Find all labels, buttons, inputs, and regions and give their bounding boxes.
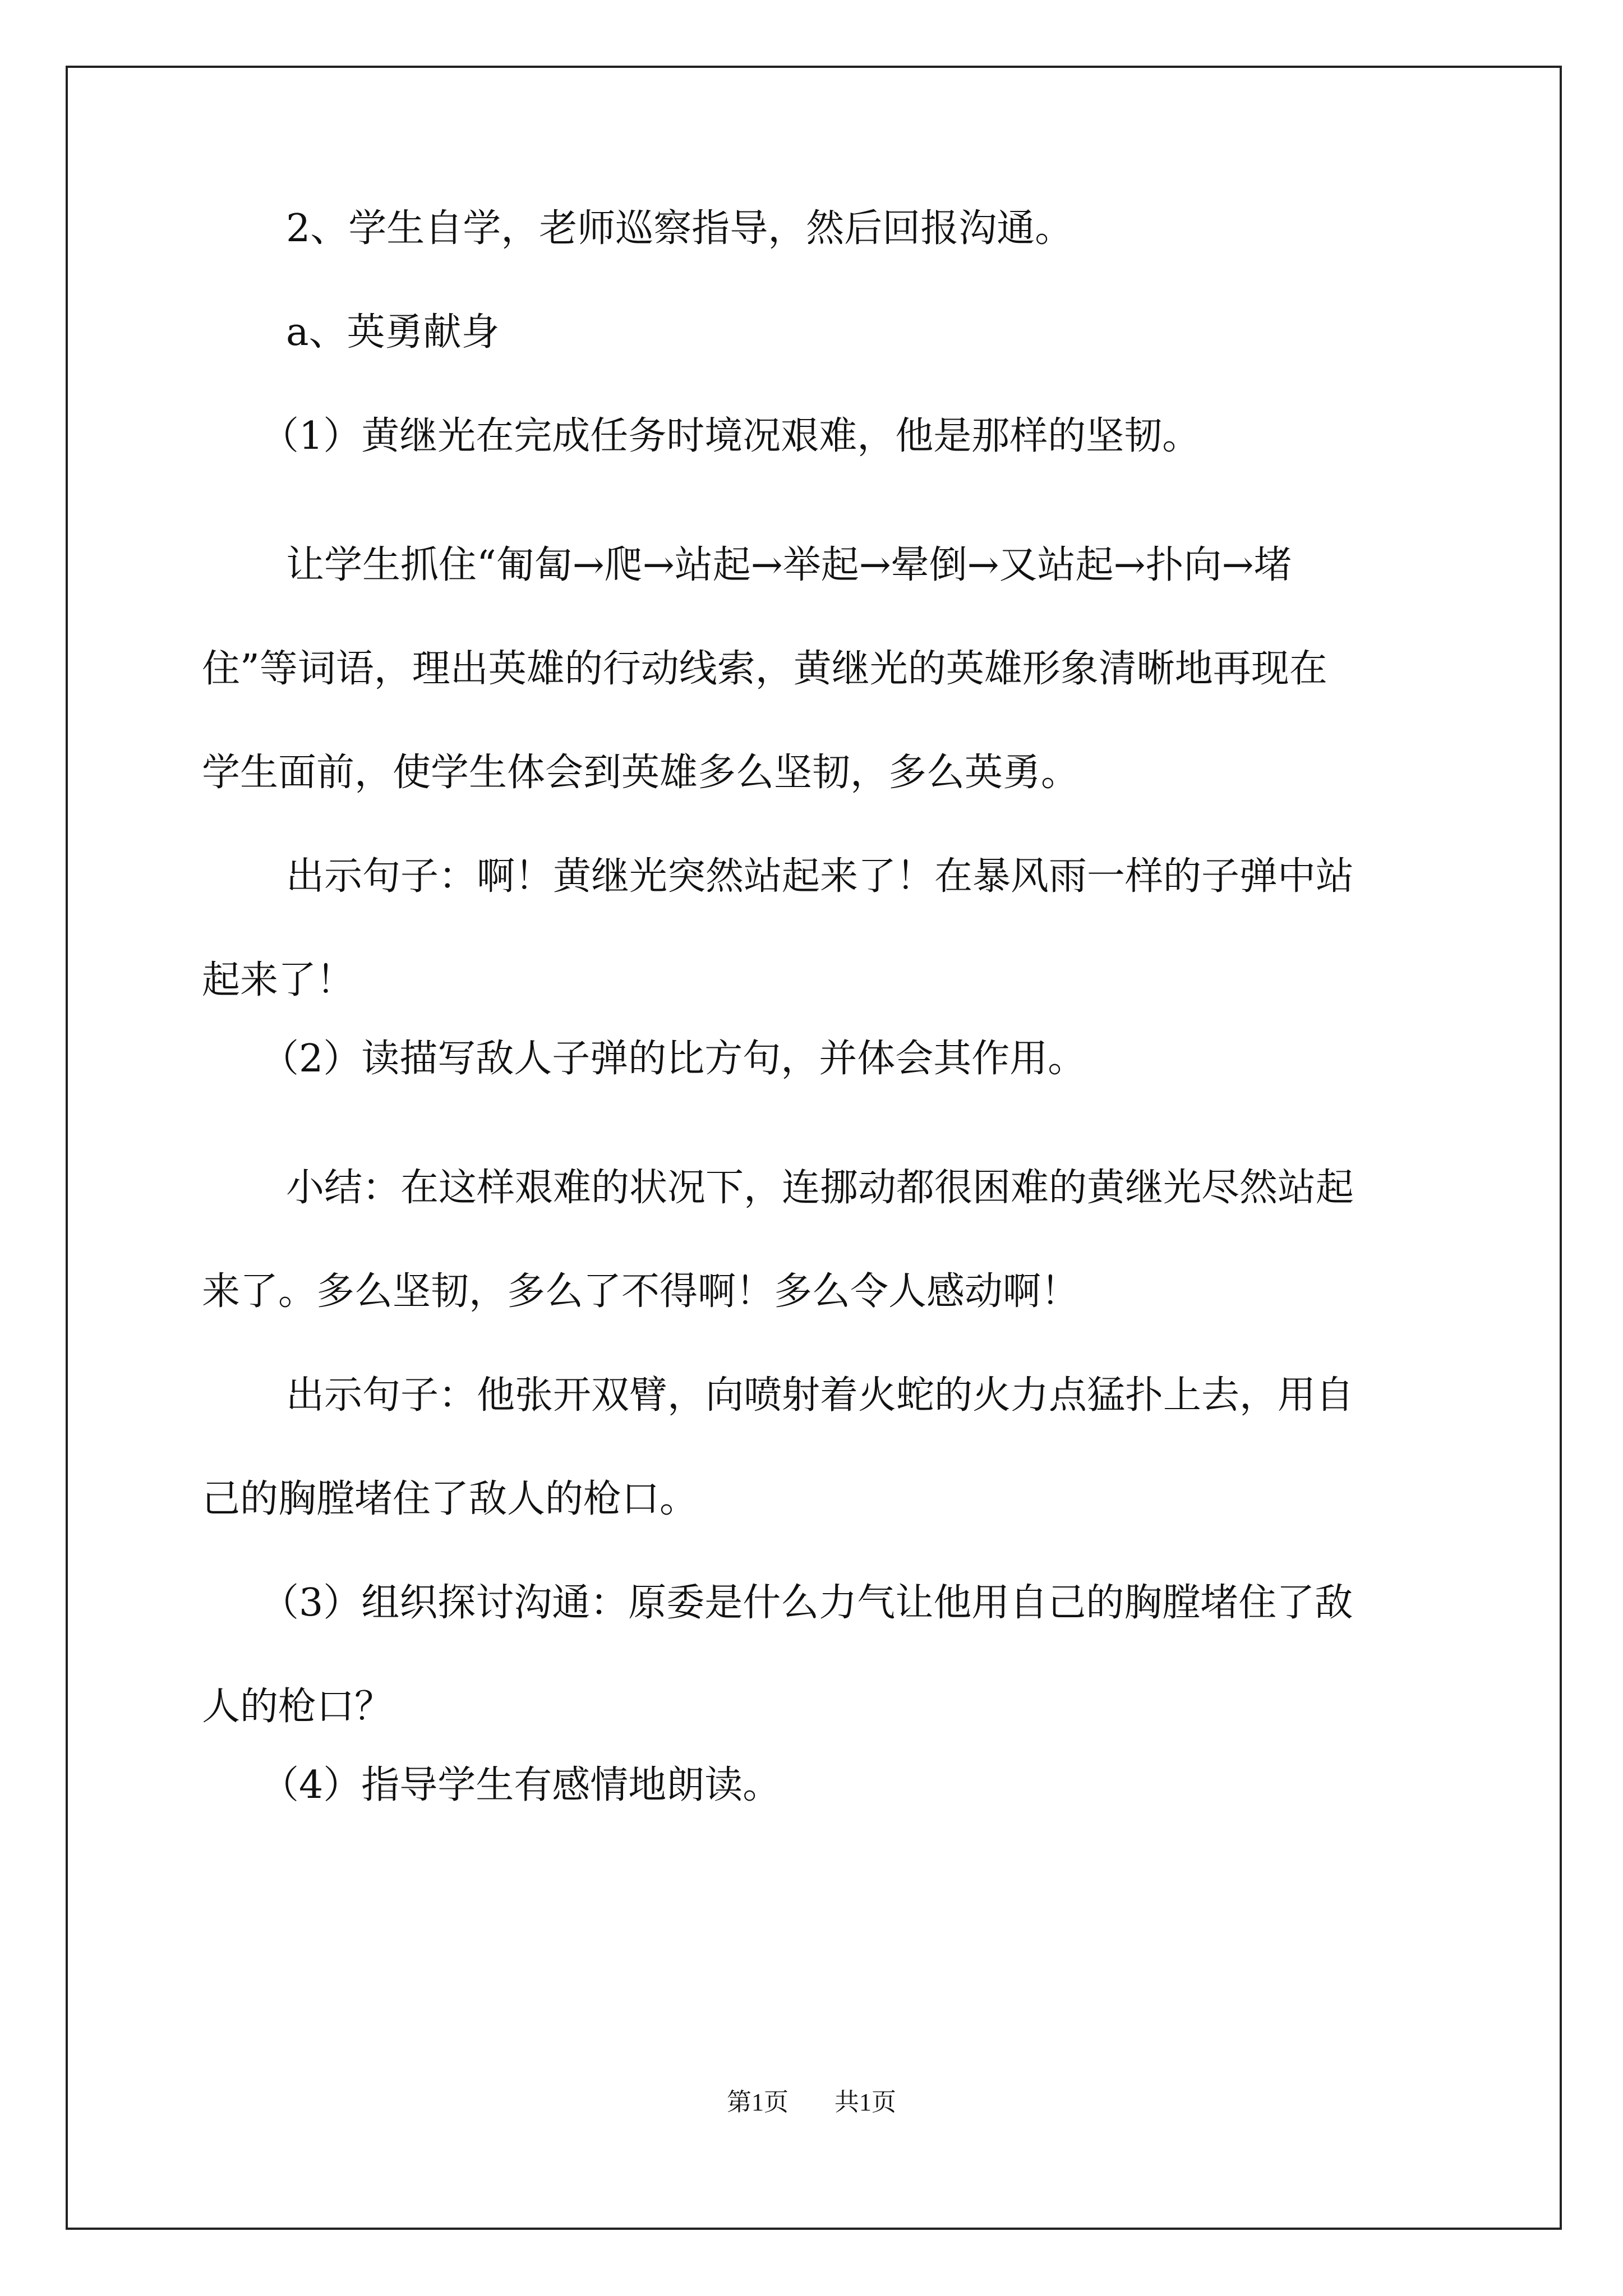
paragraph: [286, 202, 1073, 256]
paragraph: [261, 409, 1200, 463]
text-line: 己的胸膛堵住了敌人的枪口。: [202, 1477, 698, 1521]
paragraph: [261, 1759, 781, 1812]
text-line: （1）黄继光在完成任务时境况艰难，他是那样的坚韧。: [261, 414, 1201, 458]
text-line: （2）读描写敌人子弹的比方句，并体会其作用。: [261, 1037, 1086, 1081]
text-line: 出示句子：他张开双臂，向喷射着火蛇的火力点猛扑上去，用自: [286, 1373, 1354, 1418]
text-line: 住”等词语，理出英雄的行动线索，黄继光的英雄形象清晰地再现在: [202, 647, 1327, 691]
page-number: 第1页: [727, 2088, 789, 2116]
paragraph: [202, 1136, 1354, 1343]
paragraph: [202, 513, 1327, 825]
text-line: 人的枪口？: [202, 1685, 393, 1729]
text-line: a、英勇献身: [286, 310, 500, 355]
page-footer: [0, 2086, 1623, 2119]
text-line: 学生面前，使学生体会到英雄多么坚韧，多么英勇。: [202, 751, 1080, 795]
paragraph: [261, 1032, 1086, 1086]
text-line: 小结：在这样艰难的状况下，连挪动都很困难的黄继光尽然站起: [286, 1166, 1354, 1210]
text-line: 来了。多么坚韧，多么了不得啊！多么令人感动啊！: [202, 1269, 1080, 1314]
text-line: 让学生抓住“匍匐→爬→站起→举起→晕倒→又站起→扑向→堵: [286, 543, 1292, 587]
paragraph: [202, 1343, 1354, 1551]
text-line: 起来了！: [202, 958, 355, 1002]
text-line: 2、学生自学，老师巡察指导，然后回报沟通。: [286, 206, 1073, 251]
text-line: 出示句子：啊！黄继光突然站起来了！在暴风雨一样的子弹中站: [286, 854, 1354, 899]
paragraph: [202, 825, 1354, 1032]
section-heading: [286, 306, 500, 360]
page-total: 共1页: [834, 2088, 896, 2116]
text-line: （3）组织探讨沟通：原委是什么力气让他用自己的胸膛堵住了敌: [261, 1581, 1353, 1625]
text-line: （4）指导学生有感情地朗读。: [261, 1763, 781, 1807]
paragraph: [202, 1551, 1353, 1759]
